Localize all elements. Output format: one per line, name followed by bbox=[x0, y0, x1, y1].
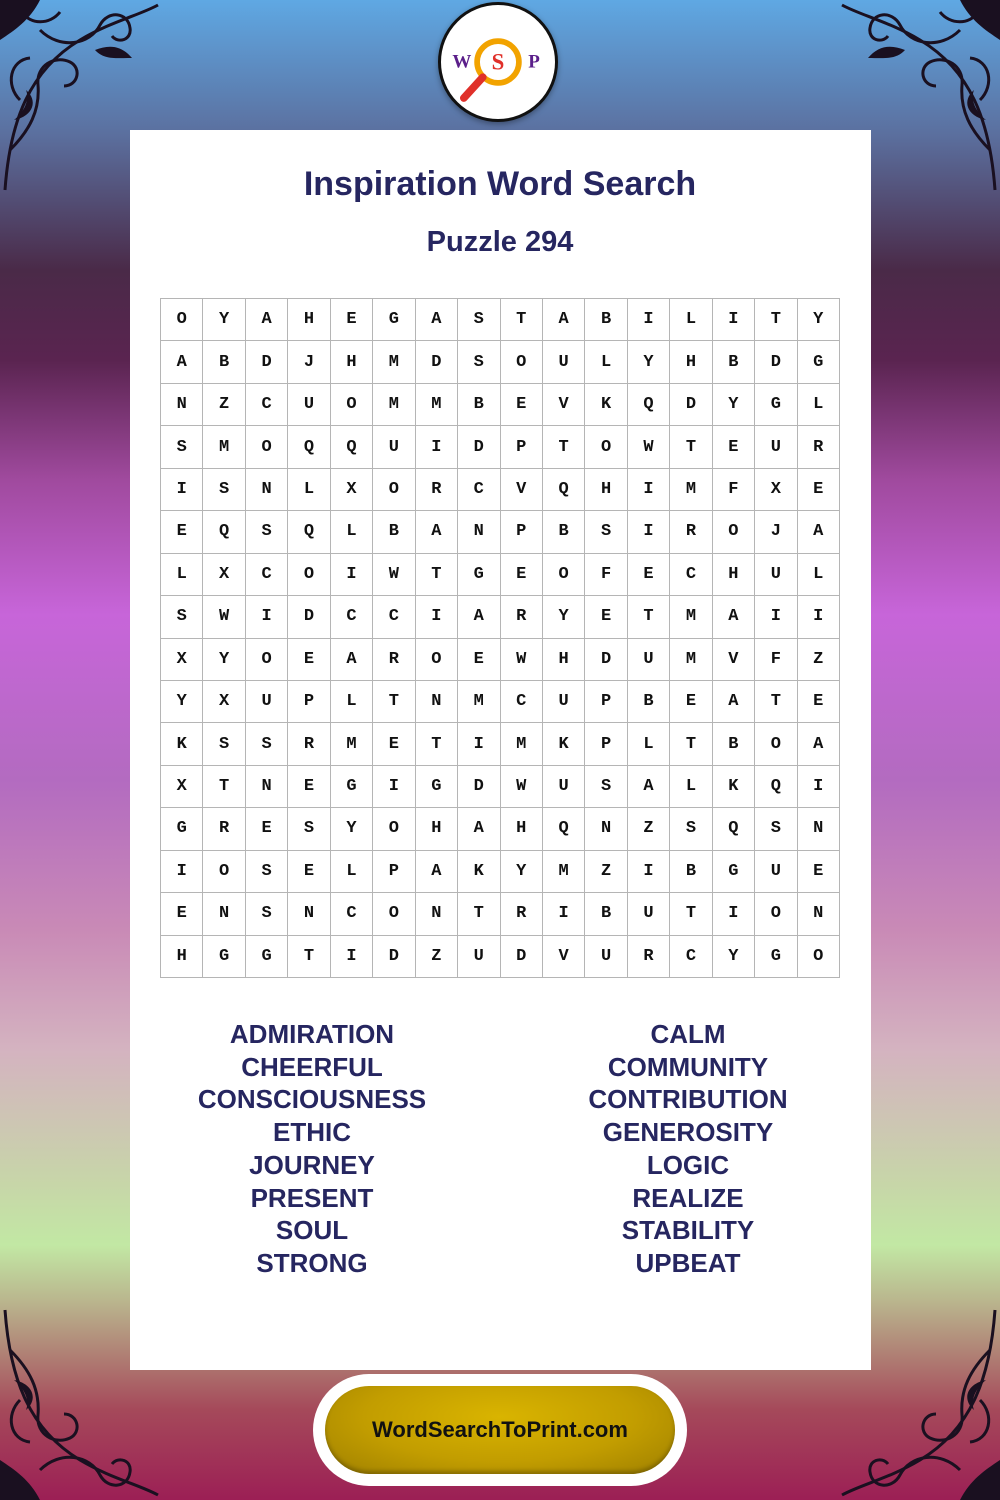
grid-cell[interactable]: I bbox=[331, 554, 373, 596]
grid-cell[interactable]: T bbox=[458, 893, 500, 935]
grid-cell[interactable]: E bbox=[628, 554, 670, 596]
grid-cell[interactable]: G bbox=[713, 851, 755, 893]
grid-cell[interactable]: M bbox=[543, 851, 585, 893]
grid-cell[interactable]: T bbox=[416, 723, 458, 765]
grid-cell[interactable]: G bbox=[203, 936, 245, 978]
word-list-item: LOGIC bbox=[646, 1149, 730, 1180]
grid-cell[interactable]: X bbox=[161, 766, 203, 808]
grid-cell[interactable]: W bbox=[373, 554, 415, 596]
grid-cell[interactable]: H bbox=[288, 299, 330, 341]
grid-cell[interactable]: R bbox=[416, 469, 458, 511]
grid-cell[interactable]: O bbox=[246, 639, 288, 681]
grid-cell[interactable]: I bbox=[798, 766, 840, 808]
word-list-item: REALIZE bbox=[632, 1182, 744, 1213]
grid-cell[interactable]: T bbox=[543, 426, 585, 468]
word-list-item: ETHIC bbox=[273, 1117, 351, 1148]
grid-cell[interactable]: E bbox=[798, 681, 840, 723]
grid-cell[interactable]: Z bbox=[585, 851, 627, 893]
site-logo[interactable] bbox=[438, 2, 558, 122]
grid-cell[interactable]: N bbox=[246, 469, 288, 511]
grid-cell[interactable]: B bbox=[670, 851, 712, 893]
grid-cell[interactable]: U bbox=[543, 341, 585, 383]
grid-cell[interactable]: O bbox=[161, 299, 203, 341]
grid-cell[interactable]: C bbox=[670, 554, 712, 596]
grid-cell[interactable]: A bbox=[543, 299, 585, 341]
grid-cell[interactable]: U bbox=[288, 384, 330, 426]
grid-cell[interactable]: P bbox=[501, 511, 543, 553]
word-list-item: STRONG bbox=[256, 1247, 368, 1278]
grid-cell[interactable]: L bbox=[628, 723, 670, 765]
grid-cell[interactable]: U bbox=[628, 639, 670, 681]
word-list-item: STABILITY bbox=[621, 1215, 755, 1246]
grid-cell[interactable]: K bbox=[713, 766, 755, 808]
grid-cell[interactable]: N bbox=[798, 808, 840, 850]
grid-cell[interactable]: T bbox=[288, 936, 330, 978]
grid-cell[interactable]: U bbox=[373, 426, 415, 468]
grid-cell[interactable]: T bbox=[501, 299, 543, 341]
grid-cell[interactable]: Q bbox=[713, 808, 755, 850]
grid-cell[interactable]: R bbox=[203, 808, 245, 850]
grid-cell[interactable]: K bbox=[543, 723, 585, 765]
grid-cell[interactable]: B bbox=[585, 893, 627, 935]
grid-cell[interactable]: O bbox=[203, 851, 245, 893]
grid-cell[interactable]: D bbox=[288, 596, 330, 638]
grid-cell[interactable]: Y bbox=[331, 808, 373, 850]
grid-cell[interactable]: G bbox=[755, 936, 797, 978]
grid-cell[interactable]: F bbox=[585, 554, 627, 596]
grid-cell[interactable]: O bbox=[755, 723, 797, 765]
grid-cell[interactable]: S bbox=[246, 511, 288, 553]
grid-cell[interactable]: S bbox=[585, 766, 627, 808]
grid-cell[interactable]: T bbox=[670, 723, 712, 765]
grid-cell[interactable]: U bbox=[755, 426, 797, 468]
grid-cell[interactable]: X bbox=[331, 469, 373, 511]
grid-cell[interactable]: B bbox=[543, 511, 585, 553]
grid-cell[interactable]: E bbox=[331, 299, 373, 341]
grid-cell[interactable]: I bbox=[458, 723, 500, 765]
grid-cell[interactable]: A bbox=[458, 596, 500, 638]
grid-cell[interactable]: D bbox=[416, 341, 458, 383]
grid-cell[interactable]: E bbox=[501, 554, 543, 596]
grid-cell[interactable]: D bbox=[501, 936, 543, 978]
word-list-right bbox=[538, 1018, 838, 1280]
grid-cell[interactable]: I bbox=[416, 426, 458, 468]
grid-cell[interactable]: C bbox=[501, 681, 543, 723]
grid-cell[interactable]: L bbox=[331, 681, 373, 723]
grid-cell[interactable]: U bbox=[246, 681, 288, 723]
grid-cell[interactable]: B bbox=[713, 341, 755, 383]
grid-cell[interactable]: H bbox=[670, 341, 712, 383]
grid-cell[interactable]: W bbox=[203, 596, 245, 638]
grid-cell[interactable]: S bbox=[755, 808, 797, 850]
grid-cell[interactable]: T bbox=[670, 893, 712, 935]
word-list-item: CONSCIOUSNESS bbox=[197, 1084, 427, 1115]
grid-cell[interactable]: S bbox=[458, 299, 500, 341]
grid-cell[interactable]: G bbox=[458, 554, 500, 596]
grid-cell[interactable]: E bbox=[798, 469, 840, 511]
grid-cell[interactable]: I bbox=[628, 851, 670, 893]
grid-cell[interactable]: K bbox=[458, 851, 500, 893]
grid-cell[interactable]: L bbox=[161, 554, 203, 596]
grid-cell[interactable]: E bbox=[161, 511, 203, 553]
grid-cell[interactable]: N bbox=[798, 893, 840, 935]
grid-cell[interactable]: O bbox=[755, 893, 797, 935]
grid-cell[interactable]: P bbox=[288, 681, 330, 723]
grid-cell[interactable]: E bbox=[501, 384, 543, 426]
grid-cell[interactable]: O bbox=[798, 936, 840, 978]
grid-cell[interactable]: I bbox=[543, 893, 585, 935]
grid-cell[interactable]: N bbox=[288, 893, 330, 935]
grid-cell[interactable]: E bbox=[458, 639, 500, 681]
grid-cell[interactable]: T bbox=[416, 554, 458, 596]
grid-cell[interactable]: A bbox=[416, 299, 458, 341]
grid-cell[interactable]: S bbox=[246, 851, 288, 893]
grid-cell[interactable]: T bbox=[373, 681, 415, 723]
grid-cell[interactable]: U bbox=[543, 766, 585, 808]
grid-cell[interactable]: C bbox=[458, 469, 500, 511]
grid-cell[interactable]: A bbox=[458, 808, 500, 850]
word-list-item: SOUL bbox=[275, 1215, 349, 1246]
grid-cell[interactable]: E bbox=[288, 766, 330, 808]
grid-cell[interactable]: A bbox=[161, 341, 203, 383]
grid-cell[interactable]: A bbox=[416, 511, 458, 553]
grid-cell[interactable]: V bbox=[713, 639, 755, 681]
grid-cell[interactable]: L bbox=[670, 766, 712, 808]
grid-cell[interactable]: N bbox=[416, 893, 458, 935]
grid-cell[interactable]: J bbox=[288, 341, 330, 383]
grid-cell[interactable]: U bbox=[755, 851, 797, 893]
grid-cell[interactable]: B bbox=[713, 723, 755, 765]
grid-cell[interactable]: C bbox=[373, 596, 415, 638]
word-list-item: JOURNEY bbox=[249, 1149, 375, 1180]
grid-cell[interactable]: S bbox=[246, 893, 288, 935]
grid-cell[interactable]: Y bbox=[161, 681, 203, 723]
grid-cell[interactable]: M bbox=[203, 426, 245, 468]
word-list-left bbox=[162, 1018, 462, 1280]
grid-cell[interactable]: E bbox=[798, 851, 840, 893]
grid-cell[interactable]: Q bbox=[628, 384, 670, 426]
grid-cell[interactable]: J bbox=[755, 511, 797, 553]
grid-cell[interactable]: U bbox=[585, 936, 627, 978]
word-list-item: UPBEAT bbox=[635, 1247, 741, 1278]
grid-cell[interactable]: G bbox=[373, 299, 415, 341]
grid-cell[interactable]: A bbox=[416, 851, 458, 893]
logo-letter-w: W bbox=[452, 51, 472, 73]
grid-cell[interactable]: R bbox=[373, 639, 415, 681]
grid-cell[interactable]: I bbox=[161, 469, 203, 511]
word-list-item: CALM bbox=[650, 1019, 726, 1049]
grid-cell[interactable]: X bbox=[203, 681, 245, 723]
grid-cell[interactable]: I bbox=[798, 596, 840, 638]
grid-cell[interactable]: B bbox=[628, 681, 670, 723]
grid-cell[interactable]: A bbox=[331, 639, 373, 681]
grid-cell[interactable]: Q bbox=[543, 469, 585, 511]
grid-cell[interactable]: K bbox=[585, 384, 627, 426]
grid-cell[interactable]: H bbox=[331, 341, 373, 383]
grid-cell[interactable]: S bbox=[161, 596, 203, 638]
grid-cell[interactable]: E bbox=[288, 851, 330, 893]
grid-cell[interactable]: R bbox=[501, 596, 543, 638]
grid-cell[interactable]: Q bbox=[331, 426, 373, 468]
grid-cell[interactable]: Y bbox=[501, 851, 543, 893]
word-list-item: PRESENT bbox=[250, 1182, 374, 1213]
grid-cell[interactable]: A bbox=[246, 299, 288, 341]
grid-cell[interactable]: O bbox=[416, 639, 458, 681]
grid-cell[interactable]: D bbox=[755, 341, 797, 383]
grid-cell[interactable]: M bbox=[501, 723, 543, 765]
grid-cell[interactable]: P bbox=[501, 426, 543, 468]
grid-cell[interactable]: G bbox=[798, 341, 840, 383]
grid-cell[interactable]: Y bbox=[203, 639, 245, 681]
grid-cell[interactable]: L bbox=[670, 299, 712, 341]
grid-cell[interactable]: H bbox=[416, 808, 458, 850]
grid-cell[interactable]: O bbox=[373, 469, 415, 511]
grid-cell[interactable]: T bbox=[755, 681, 797, 723]
grid-cell[interactable]: A bbox=[798, 511, 840, 553]
grid-cell[interactable]: T bbox=[670, 426, 712, 468]
grid-cell[interactable]: I bbox=[628, 469, 670, 511]
grid-cell[interactable]: I bbox=[628, 511, 670, 553]
grid-cell[interactable]: R bbox=[288, 723, 330, 765]
grid-cell[interactable]: S bbox=[458, 341, 500, 383]
grid-cell[interactable]: V bbox=[501, 469, 543, 511]
grid-cell[interactable]: F bbox=[713, 469, 755, 511]
word-list-item: ADMIRATION bbox=[229, 1019, 395, 1049]
grid-cell[interactable]: E bbox=[373, 723, 415, 765]
grid-cell[interactable]: G bbox=[331, 766, 373, 808]
grid-cell[interactable]: C bbox=[246, 384, 288, 426]
grid-cell[interactable]: M bbox=[331, 723, 373, 765]
logo-letter-s: S bbox=[491, 49, 505, 75]
grid-cell[interactable]: M bbox=[373, 341, 415, 383]
grid-cell[interactable]: Z bbox=[628, 808, 670, 850]
grid-cell[interactable]: G bbox=[246, 936, 288, 978]
grid-cell[interactable]: W bbox=[501, 766, 543, 808]
grid-cell[interactable]: E bbox=[288, 639, 330, 681]
grid-cell[interactable]: R bbox=[628, 936, 670, 978]
grid-cell[interactable]: M bbox=[670, 596, 712, 638]
grid-cell[interactable]: L bbox=[585, 341, 627, 383]
grid-cell[interactable]: S bbox=[246, 723, 288, 765]
grid-cell[interactable]: C bbox=[331, 893, 373, 935]
grid-cell[interactable]: S bbox=[203, 469, 245, 511]
grid-cell[interactable]: E bbox=[585, 596, 627, 638]
grid-cell[interactable]: U bbox=[458, 936, 500, 978]
grid-cell[interactable]: Q bbox=[543, 808, 585, 850]
grid-cell[interactable]: U bbox=[755, 554, 797, 596]
grid-cell[interactable]: G bbox=[161, 808, 203, 850]
grid-cell[interactable]: Y bbox=[203, 299, 245, 341]
grid-cell[interactable]: W bbox=[628, 426, 670, 468]
grid-cell[interactable]: I bbox=[628, 299, 670, 341]
grid-cell[interactable]: W bbox=[501, 639, 543, 681]
grid-cell[interactable]: O bbox=[373, 808, 415, 850]
grid-cell[interactable]: R bbox=[501, 893, 543, 935]
grid-cell[interactable]: I bbox=[416, 596, 458, 638]
word-list-item: CONTRIBUTION bbox=[588, 1084, 788, 1115]
grid-cell[interactable]: T bbox=[203, 766, 245, 808]
grid-cell[interactable]: P bbox=[585, 723, 627, 765]
word-list-item: CHEERFUL bbox=[241, 1051, 383, 1082]
grid-cell[interactable]: N bbox=[416, 681, 458, 723]
grid-cell[interactable]: G bbox=[755, 384, 797, 426]
grid-cell[interactable]: M bbox=[670, 639, 712, 681]
grid-cell[interactable]: H bbox=[585, 469, 627, 511]
grid-cell[interactable]: F bbox=[755, 639, 797, 681]
grid-cell[interactable]: K bbox=[161, 723, 203, 765]
grid-cell[interactable]: Y bbox=[713, 936, 755, 978]
grid-cell[interactable]: M bbox=[458, 681, 500, 723]
grid-cell[interactable]: H bbox=[543, 639, 585, 681]
grid-cell[interactable]: M bbox=[416, 384, 458, 426]
grid-cell[interactable]: S bbox=[670, 808, 712, 850]
puzzle-number: Puzzle 294 bbox=[426, 226, 574, 258]
grid-cell[interactable]: A bbox=[713, 681, 755, 723]
grid-cell[interactable]: O bbox=[288, 554, 330, 596]
grid-cell[interactable]: M bbox=[670, 469, 712, 511]
grid-cell[interactable]: C bbox=[331, 596, 373, 638]
grid-cell[interactable]: P bbox=[373, 851, 415, 893]
grid-cell[interactable]: S bbox=[585, 511, 627, 553]
grid-cell[interactable]: R bbox=[670, 511, 712, 553]
grid-cell[interactable]: Q bbox=[203, 511, 245, 553]
grid-cell[interactable]: L bbox=[331, 511, 373, 553]
grid-cell[interactable]: U bbox=[628, 893, 670, 935]
word-list-item: COMMUNITY bbox=[607, 1051, 769, 1082]
grid-cell[interactable]: R bbox=[798, 426, 840, 468]
grid-cell[interactable]: Y bbox=[543, 596, 585, 638]
grid-cell[interactable]: Y bbox=[628, 341, 670, 383]
grid-cell[interactable]: Q bbox=[755, 766, 797, 808]
grid-cell[interactable]: S bbox=[288, 808, 330, 850]
grid-cell[interactable]: D bbox=[246, 341, 288, 383]
grid-cell[interactable]: T bbox=[755, 299, 797, 341]
grid-cell[interactable]: H bbox=[161, 936, 203, 978]
grid-cell[interactable]: N bbox=[458, 511, 500, 553]
grid-cell[interactable]: Y bbox=[713, 384, 755, 426]
word-list-item: GENEROSITY bbox=[602, 1117, 774, 1148]
grid-cell[interactable]: U bbox=[543, 681, 585, 723]
grid-cell[interactable]: O bbox=[246, 426, 288, 468]
grid-cell[interactable]: G bbox=[416, 766, 458, 808]
grid-cell[interactable]: I bbox=[755, 596, 797, 638]
grid-cell[interactable]: D bbox=[458, 426, 500, 468]
grid-cell[interactable]: A bbox=[798, 723, 840, 765]
grid-cell[interactable]: I bbox=[246, 596, 288, 638]
grid-cell[interactable]: X bbox=[161, 639, 203, 681]
grid-cell[interactable]: O bbox=[331, 384, 373, 426]
grid-cell[interactable]: O bbox=[373, 893, 415, 935]
grid-cell[interactable]: E bbox=[246, 808, 288, 850]
grid-cell[interactable]: N bbox=[585, 808, 627, 850]
grid-cell[interactable]: Z bbox=[203, 384, 245, 426]
grid-cell[interactable]: S bbox=[161, 426, 203, 468]
grid-cell[interactable]: Q bbox=[288, 426, 330, 468]
page-title: Inspiration Word Search bbox=[303, 165, 697, 203]
grid-cell[interactable]: N bbox=[203, 893, 245, 935]
grid-cell[interactable]: O bbox=[585, 426, 627, 468]
logo-letter-p: P bbox=[528, 51, 540, 73]
grid-cell[interactable]: Z bbox=[798, 639, 840, 681]
grid-cell[interactable]: L bbox=[288, 469, 330, 511]
grid-cell[interactable]: S bbox=[203, 723, 245, 765]
grid-cell[interactable]: D bbox=[585, 639, 627, 681]
grid-cell[interactable]: E bbox=[670, 681, 712, 723]
grid-cell[interactable]: B bbox=[203, 341, 245, 383]
grid-cell[interactable]: E bbox=[161, 893, 203, 935]
grid-cell[interactable]: X bbox=[755, 469, 797, 511]
grid-cell[interactable]: I bbox=[713, 299, 755, 341]
grid-cell[interactable]: E bbox=[713, 426, 755, 468]
grid-cell[interactable]: Y bbox=[798, 299, 840, 341]
grid-cell[interactable]: X bbox=[203, 554, 245, 596]
grid-cell[interactable]: M bbox=[373, 384, 415, 426]
letter-grid bbox=[160, 298, 840, 978]
grid-cell[interactable]: C bbox=[246, 554, 288, 596]
grid-cell[interactable]: L bbox=[798, 384, 840, 426]
grid-cell[interactable]: V bbox=[543, 384, 585, 426]
grid-cell[interactable]: Q bbox=[288, 511, 330, 553]
grid-cell[interactable]: D bbox=[373, 936, 415, 978]
grid-cell[interactable]: N bbox=[161, 384, 203, 426]
site-link-frame bbox=[313, 1374, 687, 1486]
grid-cell[interactable]: D bbox=[458, 766, 500, 808]
grid-cell[interactable]: H bbox=[501, 808, 543, 850]
grid-cell[interactable]: C bbox=[670, 936, 712, 978]
grid-cell[interactable]: B bbox=[585, 299, 627, 341]
grid-cell[interactable]: T bbox=[628, 596, 670, 638]
grid-cell[interactable]: O bbox=[543, 554, 585, 596]
grid-cell[interactable]: A bbox=[628, 766, 670, 808]
grid-cell[interactable]: B bbox=[458, 384, 500, 426]
grid-cell[interactable]: V bbox=[543, 936, 585, 978]
grid-cell[interactable]: L bbox=[331, 851, 373, 893]
grid-cell[interactable]: O bbox=[501, 341, 543, 383]
grid-cell[interactable]: L bbox=[798, 554, 840, 596]
grid-cell[interactable]: Z bbox=[416, 936, 458, 978]
grid-cell[interactable]: I bbox=[331, 936, 373, 978]
grid-cell[interactable]: N bbox=[246, 766, 288, 808]
grid-cell[interactable]: D bbox=[670, 384, 712, 426]
grid-cell[interactable]: H bbox=[713, 554, 755, 596]
grid-cell[interactable]: I bbox=[713, 893, 755, 935]
grid-cell[interactable]: O bbox=[713, 511, 755, 553]
grid-cell[interactable]: I bbox=[373, 766, 415, 808]
grid-cell[interactable]: P bbox=[585, 681, 627, 723]
grid-cell[interactable]: B bbox=[373, 511, 415, 553]
grid-cell[interactable]: A bbox=[713, 596, 755, 638]
grid-cell[interactable]: I bbox=[161, 851, 203, 893]
site-link-button[interactable]: WordSearchToPrint.com bbox=[325, 1386, 675, 1474]
